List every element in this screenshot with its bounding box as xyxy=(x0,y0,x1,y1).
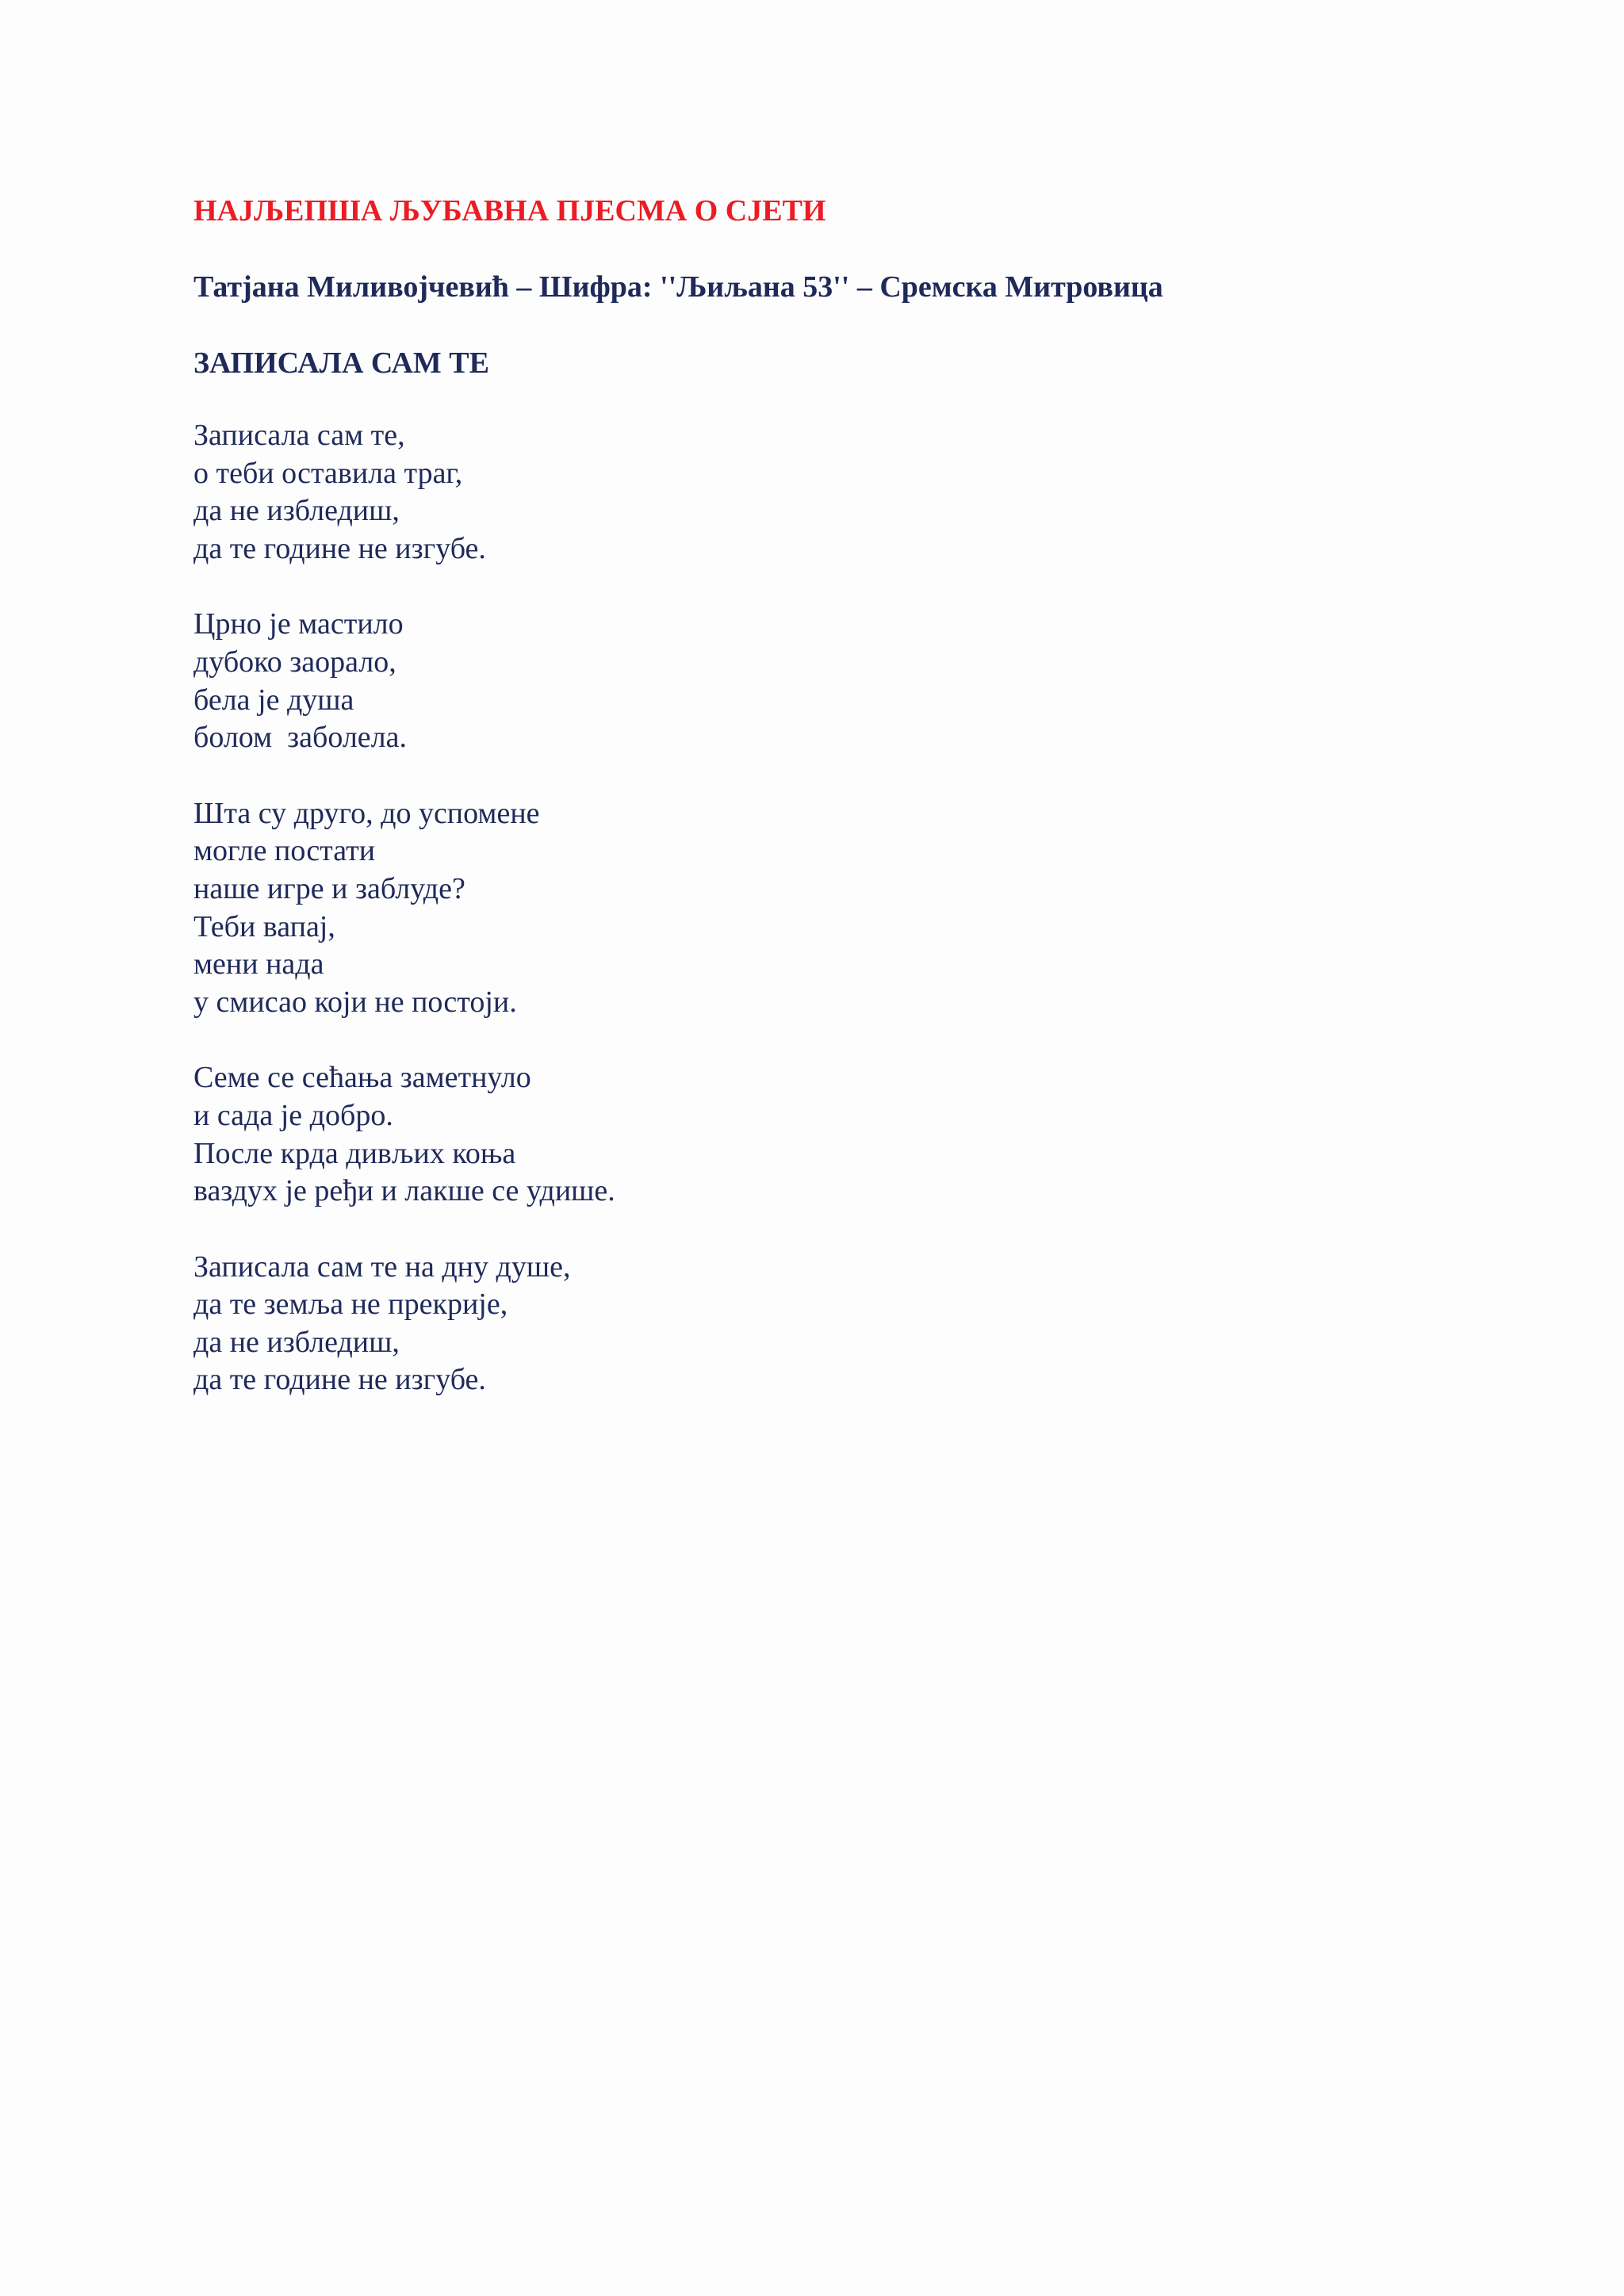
poem-line: бела је душа xyxy=(193,683,354,717)
poem-line: у смисао који не постоји. xyxy=(193,985,517,1019)
poem-line: Теби вапај, xyxy=(193,909,335,943)
poem-line: да те године не изгубе. xyxy=(193,1363,486,1397)
poem-line: да не избледиш, xyxy=(193,1325,400,1359)
stanza-2 xyxy=(193,606,1589,756)
poem-line: ваздух је ређи и лакше се удише. xyxy=(193,1174,615,1208)
poem-line: После крда дивљих коња xyxy=(193,1136,516,1170)
poem-line: Записала сам те, xyxy=(193,419,405,452)
poem-title: ЗАПИСАЛА САМ ТЕ xyxy=(193,346,489,380)
poem-line: наше игре и заблуде? xyxy=(193,871,465,905)
contest-title: НАЈЉЕПША ЉУБАВНА ПЈЕСМА О СЈЕТИ xyxy=(193,194,826,228)
stanza-5 xyxy=(193,1249,1589,1399)
poem-line: да не избледиш, xyxy=(193,494,400,528)
poem-line: да те земља не прекрије, xyxy=(193,1288,508,1322)
poem-line: Шта су друго, до успомене xyxy=(193,796,540,830)
poem-line: Црно је мастило xyxy=(193,607,404,641)
poem-line: Семе се сећања заметнуло xyxy=(193,1061,531,1095)
poem-line: могле постати xyxy=(193,834,376,868)
author-line: Татјана Миливојчевић – Шифра: ''Љиљана 53'' – Сремска Митровица xyxy=(193,270,1163,304)
poem-line: мени нада xyxy=(193,947,324,982)
poem-line: Записала сам те на дну душе, xyxy=(193,1249,571,1284)
poem-line: дубоко заорало, xyxy=(193,645,396,679)
stanza-4 xyxy=(193,1059,1589,1210)
poem-line: болом заболела. xyxy=(193,721,407,755)
poem-line: да те године не изгубе. xyxy=(193,531,486,565)
poem-line: и сада је добро. xyxy=(193,1098,393,1132)
stanza-1 xyxy=(193,417,1589,568)
document-content xyxy=(193,189,1589,1437)
stanza-3 xyxy=(193,795,1589,1022)
poem-line: о теби оставила траг, xyxy=(193,456,463,490)
